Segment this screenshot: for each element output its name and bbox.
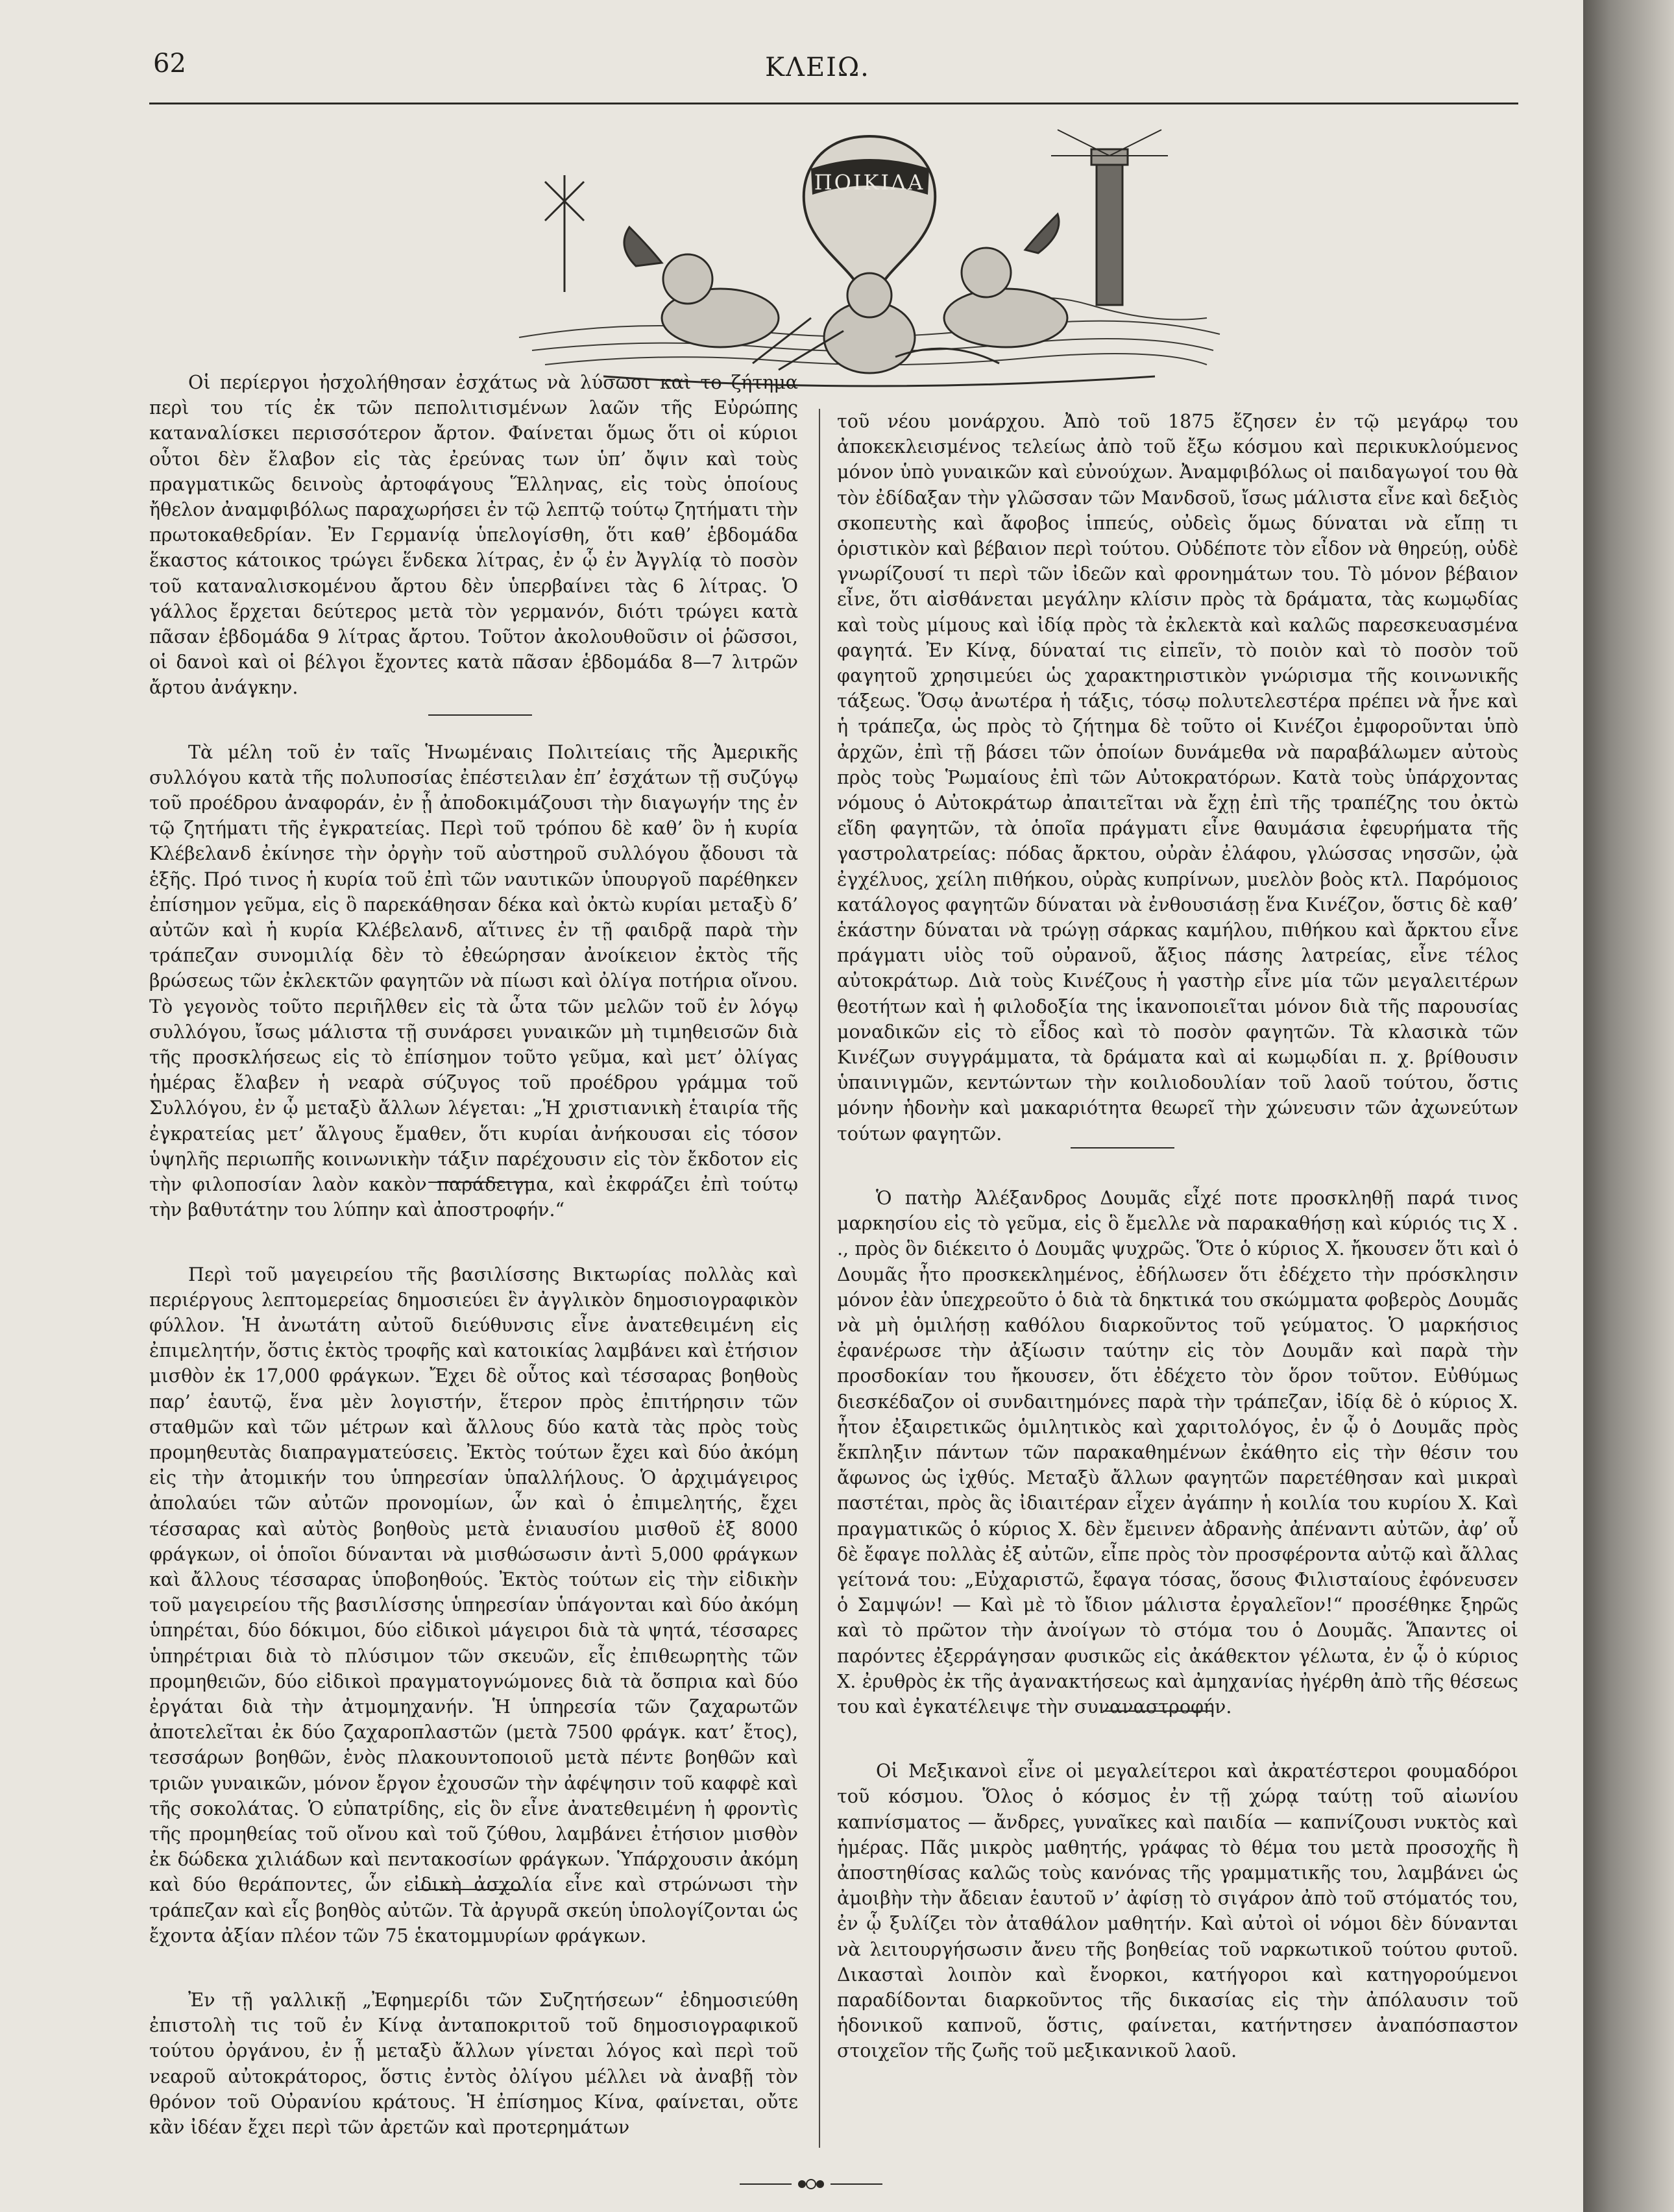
poikila-vignette-illustration [506, 123, 1233, 396]
article-chinese-emperor: Ἐν τῇ γαλλικῇ „Ἐφημερίδι τῶν Συζητήσεων“ ἐδημοσιεύθη ἐπιστολὴ τις τοῦ ἐν Κίνᾳ ἀνταποκριτοῦ τοῦ δημοσιογραφικοῦ τούτου ὀργάνου, ἐν ᾗ μεταξὺ ἄλλων γίνεται λόγος καὶ περὶ τοῦ νεαροῦ αὐτοκράτορος, ὅστις ἐντὸς ὀλίγου μέλλει νὰ ἀναβῇ τὸν θρόνον τοῦ Οὐρανίου κράτους. Ἡ ἐπίσημος Κίνα, φαίνεται, οὔτε κἂν ἰδέαν ἔχει περὶ τῶν ἀρετῶν καὶ προτερημάτων [149, 1989, 798, 2138]
left-column [149, 370, 798, 2179]
header-rule [149, 103, 1518, 104]
section-separator [415, 1889, 526, 1890]
article-chinese-emperor-continued: τοῦ νέου μονάρχου. Ἀπὸ τοῦ 1875 ἔζησεν ἐν τῷ μεγάρῳ του ἀποκεκλεισμένος τελείως ἀπὸ τοῦ ἔξω κόσμου καὶ περικυκλούμενος μόνον ὑπὸ γυναικῶν καὶ εὐνούχων. Ἀναμφιβόλως οἱ παιδαγωγοί του θὰ τὸν ἐδίδαξαν τὴν γλῶσσαν τῶν Μανδσοῦ, ἴσως μάλιστα εἶνε καὶ δεξιὸς σκοπευτὴς καὶ ἄφοβος ἱππεύς, οὐδεὶς ὅμως δύναται νὰ εἴπῃ τι ὁριστικὸν καὶ βέβαιον περὶ τούτου. Οὐδέποτε τὸν εἶδον νὰ θηρεύῃ, οὐδὲ γνωρίζουσί τι περὶ τῶν ἰδεῶν καὶ φρονημάτων του. Τὸ μόνον βέβαιον εἶνε, ὅτι αἰσθάνεται μεγάλην κλίσιν πρὸς τὰ δράματα, τὰς κωμῳδίας καὶ τοὺς μίμους καὶ ἰδίᾳ πρὸς τὰ ἐκλεκτὰ καὶ καλῶς παρεσκευασμένα φαγητά. Ἐν Κίνᾳ, δύναταί τις εἰπεῖν, τὸ ποιὸν καὶ τὸ ποσὸν τοῦ φαγητοῦ χρησιμεύει ὡς χαρακτηριστικὸν γνώρισμα τῆς κοινωνικῆς τάξεως. Ὅσῳ ἀνωτέρα ἡ τάξις, τόσῳ πολυτελεστέρα πρέπει νὰ ἦνε καὶ ἡ τράπεζα, ὡς πρὸς τὸ ζήτημα δὲ τοῦτο οἱ Κινέζοι ἐμφοροῦνται ὑπὸ ἀρχῶν, ἐπὶ τῇ βάσει τῶν ὁποίων δυνάμεθα νὰ παραβάλωμεν αὐτοὺς πρὸς τοὺς Ῥωμαίους ἐπὶ τῶν Αὐτοκρατόρων. Κατὰ τοὺς ὑπάρχοντας νόμους ὁ Αὐτοκράτωρ ἀπαιτεῖται νὰ ἔχῃ ἐπὶ τῆς τραπέζης του ὀκτὼ εἴδη φαγητῶν, τὰ ὁποῖα πράγματι εἶνε θαυμάσια ἐφευρήματα τῆς γαστρολατρείας: πόδας ἄρκτου, οὐρὰν ἐλάφου, γλώσσας νησσῶν, ᾠὰ ἐγχέλυος, χείλη πιθήκου, οὐρὰς κυπρίνων, μυελὸν βοὸς κτλ. Παρόμοιος κατάλογος φαγητῶν δύναται νὰ ἐνθουσιάσῃ ἕνα Κινέζον, ὅστις δὲ καθ’ ἑκάστην δύναται νὰ τρώγῃ σάρκας καμήλου, πιθήκου καὶ ἄρκτου εἶνε πράγματι υἱὸς τοῦ οὐρανοῦ, ἄξιος πάσης λατρείας, εἶνε τέλος αὐτοκράτωρ. Διὰ τοὺς Κινέζους ἡ γαστὴρ εἶνε μία τῶν μεγαλειτέρων θεοτήτων καὶ ἡ φιλοδοξία της ἱκανοποιεῖται μόνον διὰ τῆς παρουσίας μοναδικῶν εἰς τὸ εἶδος καὶ τὸ ποσὸν φαγητῶν. Τὰ κλασικὰ τῶν Κινέζων συγγράμματα, τὰ δράματα καὶ αἱ κωμῳδίαι π. χ. βρίθουσιν ὑπαινιγμῶν, κεντώντων τὴν κοιλιοδουλίαν τοῦ λαοῦ τούτου, ὅστις μόνην ἡδονὴν καὶ μακαριότητα θεωρεῖ τὴν χώνευσιν τῶν ἀχωνεύτων τούτων φαγητῶν. [837, 411, 1518, 1145]
article-alexandre-dumas: Ὁ πατὴρ Ἀλέξανδρος Δουμᾶς εἶχέ ποτε προσκληθῇ παρά τινος μαρκησίου εἰς τὸ γεῦμα, εἰς ὃ ἔμελλε νὰ παρακαθήσῃ καὶ κύριός τις Χ . ., πρὸς ὃν διέκειτο ὁ Δουμᾶς ψυχρῶς. Ὅτε ὁ κύριος Χ. ἤκουσεν ὅτι καὶ ὁ Δουμᾶς ἦτο προσκεκλημένος, ἐδήλωσεν ὅτι ἐδέχετο τὴν πρόσκλησιν μόνον ἐὰν ὑπεχρεοῦτο ὁ διὰ τὰ δηκτικά του σκώμματα φοβερὸς Δουμᾶς νὰ μὴ ὁμιλήσῃ καθόλου διαρκοῦντος τοῦ γεύματος. Ὁ μαρκήσιος ἐφανέρωσε τὴν ἀξίωσιν ταύτην εἰς τὸν Δουμᾶν καὶ παρὰ τὴν προσδοκίαν του ἤκουσεν, ὅτι ἐδέχετο τὸν ὅρον τοῦτον. Εὐθύμως διεσκέδαζον οἱ συνδαιτημόνες παρὰ τὴν τράπεζαν, ἰδίᾳ δὲ ὁ κύριος Χ. ἦτον ἐξαιρετικῶς ὁμιλητικὸς καὶ χαριτολόγος, ἐν ᾧ ὁ Δουμᾶς πρὸς ἔκπληξιν πάντων τῶν παρακαθημένων ἐκάθητο εἰς τὴν θέσιν του ἄφωνος ὡς ἰχθύς. Μεταξὺ ἄλλων φαγητῶν παρετέθησαν καὶ μικραὶ παστέται, πρὸς ἃς ἰδιαιτέραν εἶχεν ἀγάπην ἡ κοιλία του κυρίου Χ. Καὶ πραγματικῶς ὁ κύριος Χ. δὲν ἔμεινεν ἀδρανὴς ἀπέναντι αὐτῶν, ἀφ’ οὗ δὲ ἔφαγε πολλὰς ἐξ αὐτῶν, εἶπε πρὸς τὸν προσφέροντα αὐτῷ καὶ ἄλλας γείτονά του: „Εὐχαριστῶ, ἔφαγα τόσας, ὅσους Φιλισταίους ἐφόνευσεν ὁ Σαμψών! — Καὶ μὲ τὸ ἴδιον μάλιστα ἐργαλεῖον!“ προσέθηκε ξηρῶς καὶ τὸ πρῶτον τὴν ἀνοίγων τὸ στόμα του ὁ Δουμᾶς. Ἅπαντες οἱ παρόντες ἐξερράγησαν φυσικῶς εἰς ἀκάθεκτον γέλωτα, ἐν ᾧ ὁ κύριος Χ. ἐρυθρὸς ἐκ τῆς ἀγανακτήσεως καὶ ἀμηχανίας ἠγέρθη ἀπὸ τῆς θέσεως του καὶ ἐγκατέλειψε τὴν συναναστροφήν. [837, 1187, 1518, 1718]
article-temperance-society: Τὰ μέλη τοῦ ἐν ταῖς Ἡνωμέναις Πολιτείαις τῆς Ἀμερικῆς συλλόγου κατὰ τῆς πολυποσίας ἐπέστειλαν ἐπ’ ἐσχάτων τῇ συζύγῳ τοῦ προέδρου ἀναφοράν, ἐν ᾗ ἀποδοκιμάζουσι τὴν διαγωγήν της ἐν τῷ ζητήματι τῆς ἐγκρατείας. Περὶ τοῦ τρόπου δὲ καθ’ ὃν ἡ κυρία Κλέβελανδ ἐκίνησε τὴν ὀργὴν τοῦ αὐστηροῦ συλλόγου ᾄδουσι τὰ ἑξῆς. Πρό τινος ἡ κυρία τοῦ ἐπὶ τῶν ναυτικῶν ὑπουργοῦ παρέθηκεν ἐπίσημον γεῦμα, εἰς ὃ παρεκάθησαν δέκα καὶ ὀκτὼ κυρίαι μεταξὺ δ’ αὐτῶν καὶ ἡ κυρία Κλέβελανδ, αἵτινες ἐν τῇ φαιδρᾷ παρὰ τὴν τράπεζαν συνομιλίᾳ δὲν τὸ ἐθεώρησαν ἀνοίκειον ἐκτὸς τῆς βρώσεως τῶν ἐκλεκτῶν φαγητῶν νὰ πίωσι καὶ ὀλίγα ποτήρια οἴνου. Τὸ γεγονὸς τοῦτο περιῆλθεν εἰς τὰ ὦτα τῶν μελῶν τοῦ ἐν λόγῳ συλλόγου, ἴσως μάλιστα τῇ συνάρσει γυναικῶν μὴ τιμηθεισῶν διὰ τῆς προσκλήσεως εἰς τὸ ἐπίσημον τοῦτο γεῦμα, καὶ μετ’ ὀλίγας ἡμέρας ἔλαβεν ἡ νεαρὰ σύζυγος τοῦ προέδρου γράμμα τοῦ Συλλόγου, ἐν ᾧ μεταξὺ ἄλλων λέγεται: „Ἡ χριστιανικὴ ἑταιρία τῆς ἐγκρατείας μετ’ ἄλγους ἔμαθεν, ὅτι κυρίαι ἀνήκουσαι εἰς τόσον ὑψηλῆς περιωπῆς κοινωνικὴν τάξιν παρέχουσιν εἰς τὸν ἔκδοτον εἰς τὴν φιλοποσίαν λαὸν κακὸν παράδειγμα, καὶ ἐκφράζει ἐπὶ τούτῳ τὴν βαθυτάτην του λύπην καὶ ἀποστροφήν.“ [149, 741, 798, 1221]
windmill-icon [545, 175, 584, 292]
article-bread-consumption: Οἱ περίεργοι ἠσχολήθησαν ἐσχάτως νὰ λύσωσι καὶ το ζήτημα περὶ του τίς ἐκ τῶν πεπολιτισμένων λαῶν τῆς Εὐρώπης καταναλίσκει περισσότερον ἄρτον. Φαίνεται ὅμως ὅτι οἱ κύριοι οὗτοι δὲν ἔλαβον εἰς τὰς ἐρεύνας των ὑπ’ ὄψιν καὶ τοὺς πραγματικῶς δεινοὺς ἀρτοφάγους Ἕλληνας, εἰς τοὺς ὁποίους ἤθελον ἀναμφιβόλως παραχωρήσει ἐν τῷ λεπτῷ τούτῳ ζητήματι τὴν πρωτοκαθεδρίαν. Ἐν Γερμανίᾳ ὑπελογίσθη, ὅτι καθ’ ἑβδομάδα ἕκαστος κάτοικος τρώγει ἕνδεκα λίτρας, ἐν ᾧ ἐν Ἀγγλίᾳ τὸ ποσὸν τοῦ καταναλισκομένου ἄρτου δὲν ὑπερβαίνει τὰς 6 λίτρας. Ὁ γάλλος ἔρχεται δεύτερος μετὰ τὸν γερμανόν, διότι τρώγει κατὰ πᾶσαν ἑβδομάδα 9 λίτρας ἄρτου. Τοῦτον ἀκολουθοῦσιν οἱ ῥῶσσοι, οἱ δανοὶ καὶ οἱ βέλγοι ἔχοντες κατὰ πᾶσαν ἑβδομάδα 8—7 λιτρῶν ἄρτου ἀνάγκην. [149, 372, 798, 699]
running-title: ΚΛΕΙΩ. [765, 53, 870, 82]
page-number: 62 [153, 49, 186, 79]
column-divider [819, 409, 820, 2148]
section-separator [1103, 1710, 1213, 1712]
section-separator [428, 714, 532, 716]
section-separator [428, 1182, 532, 1183]
right-column [837, 409, 1518, 2103]
binding-gutter [1583, 0, 1674, 2212]
footer-ornament-icon [740, 2176, 882, 2192]
article-mexican-smokers: Οἱ Μεξικανοὶ εἶνε οἱ μεγαλείτεροι καὶ ἀκρατέστεροι φουμαδόροι τοῦ κόσμου. Ὅλος ὁ κόσμος ἐν τῇ χώρᾳ ταύτῃ τοῦ αἰωνίου καπνίσματος — ἄνδρες, γυναῖκες καὶ παιδία — καπνίζουσι νυκτὸς καὶ ἡμέρας. Πᾶς μικρὸς μαθητής, γράφας τὸ θέμα του μετὰ προσοχῆς ἢ ἀποστηθίσας καλῶς τοὺς κανόνας τῆς γραμματικῆς του, λαμβάνει ὡς ἀμοιβὴν τὴν ἄδειαν ἑαυτοῦ ν’ ἀφίσῃ τὸ σιγάρον ἀπὸ τοῦ στόματός του, ἐν ᾧ ξυλίζει τὸν ἀταθάλον μαθητήν. Καὶ αὐτοὶ οἱ νόμοι δὲν δύνανται νὰ λειτουργήσωσιν ἄνευ τῆς βοηθείας τοῦ ναρκωτικοῦ τούτου φυτοῦ. Δικασταὶ λοιπὸν καὶ ἔνορκοι, κατήγοροι καὶ κατηγορούμενοι παραδίδονται διαρκοῦντος τῆς δικασίας εἰς τὴν ἀπόλαυσιν τοῦ ἡδονικοῦ καπνοῦ, ὅστις, φαίνεται, κατήντησεν ἀναπόσπαστον στοιχεῖον τῆς ζωῆς τοῦ μεξικανικοῦ λαοῦ. [837, 1760, 1518, 2062]
lighthouse-icon [1051, 130, 1168, 305]
section-separator [1071, 1147, 1174, 1149]
article-queen-victoria-kitchen: Περὶ τοῦ μαγειρείου τῆς βασιλίσσης Βικτωρίας πολλὰς καὶ περιέργους λεπτομερείας δημοσιεύει ἓν ἀγγλικὸν δημοσιογραφικὸν φύλλον. Ἡ ἀνωτάτη αὐτοῦ διεύθυνσις εἶνε ἀνατεθειμένη εἰς ἐπιμελητήν, ὅστις ἐκτὸς τροφῆς καὶ κατοικίας λαμβάνει καὶ ἐτήσιον μισθὸν ἐκ 17,000 φράγκων. Ἔχει δὲ οὗτος καὶ τέσσαρας βοηθοὺς παρ’ ἑαυτῷ, ἕνα μὲν λογιστήν, ἕτερον πρὸς ἐπιτήρησιν τῶν σταθμῶν καὶ τῶν μέτρων καὶ ἄλλους δύο κατὰ τὰς πρὸς τοὺς προμηθευτὰς διαπραγματεύσεις. Ἐκτὸς τούτων ἔχει καὶ δύο ἀκόμη εἰς τὴν ἀτομικήν του ὑπηρεσίαν ὑπαλλήλους. Ὁ ἀρχιμάγειρος ἀπολαύει τῶν αὐτῶν προνομίων, ὧν καὶ ὁ ἐπιμελητής, ἔχει τέσσαρας καὶ αὐτὸς βοηθοὺς μετὰ ἐνιαυσίου μισθοῦ ἐξ 8000 φράγκων, οἱ ὁποῖοι δύνανται νὰ μισθώσωσιν ἀντὶ 5,000 φράγκων καὶ ἄλλους τέσσαρας ὑποβοηθούς. Ἐκτὸς τούτων εἰς τὴν εἰδικὴν τοῦ μαγειρείου τῆς βασιλίσσης ὑπηρεσίαν ὑπάγονται καὶ δύο ἀκόμη ὑπηρέται, δύο δόκιμοι, δύο εἰδικοὶ μάγειροι διὰ τὰ ψητά, τέσσαρες ὑπηρέτριαι διὰ τὸ πλύσιμον τῶν σκευῶν, εἷς ἐπιθεωρητὴς τῶν προμηθειῶν, δύο εἰδικοὶ πραγματογνώμονες διὰ τὰ ὄσπρια καὶ δύο ἐργάται διὰ τὴν ἀτμομηχανήν. Ἡ ὑπηρεσία τῶν ζαχαρωτῶν ἀποτελεῖται ἐκ δύο ζαχαροπλαστῶν (μετὰ 7500 φράγκ. κατ’ ἔτος), τεσσάρων βοηθῶν, ἑνὸς πλακουντοποιοῦ μετὰ πέντε βοηθῶν καὶ τριῶν γυναικῶν, μόνον ἔργον ἐχουσῶν τὴν ἀφέψησιν τοῦ καφφὲ καὶ τῆς σοκολάτας. Ὁ εὐπατρίδης, εἰς ὃν εἶνε ἀνατεθειμένη ἡ φροντὶς τῆς προμηθείας τοῦ οἴνου καὶ τοῦ ζύθου, λαμβάνει ἐτήσιον μισθὸν ἐκ δώδεκα χιλιάδων καὶ πεντακοσίων φράγκων. Ὑπάρχουσιν ἀκόμη καὶ δύο θεράποντες, ὧν εἰδικὴ ἀσχολία εἶνε καὶ στρώνωσι τὴν τράπεζαν καὶ εἷς βοηθὸς αὐτῶν. Τὰ ἀργυρᾶ σκεύη ὑπολογίζονται ὡς ἔχοντα ἀξίαν πλέον τῶν 75 ἑκατομμυρίων φράγκων. [149, 1263, 798, 1947]
balloon-label: ΠΟΙΚΙΛΑ [814, 170, 925, 195]
